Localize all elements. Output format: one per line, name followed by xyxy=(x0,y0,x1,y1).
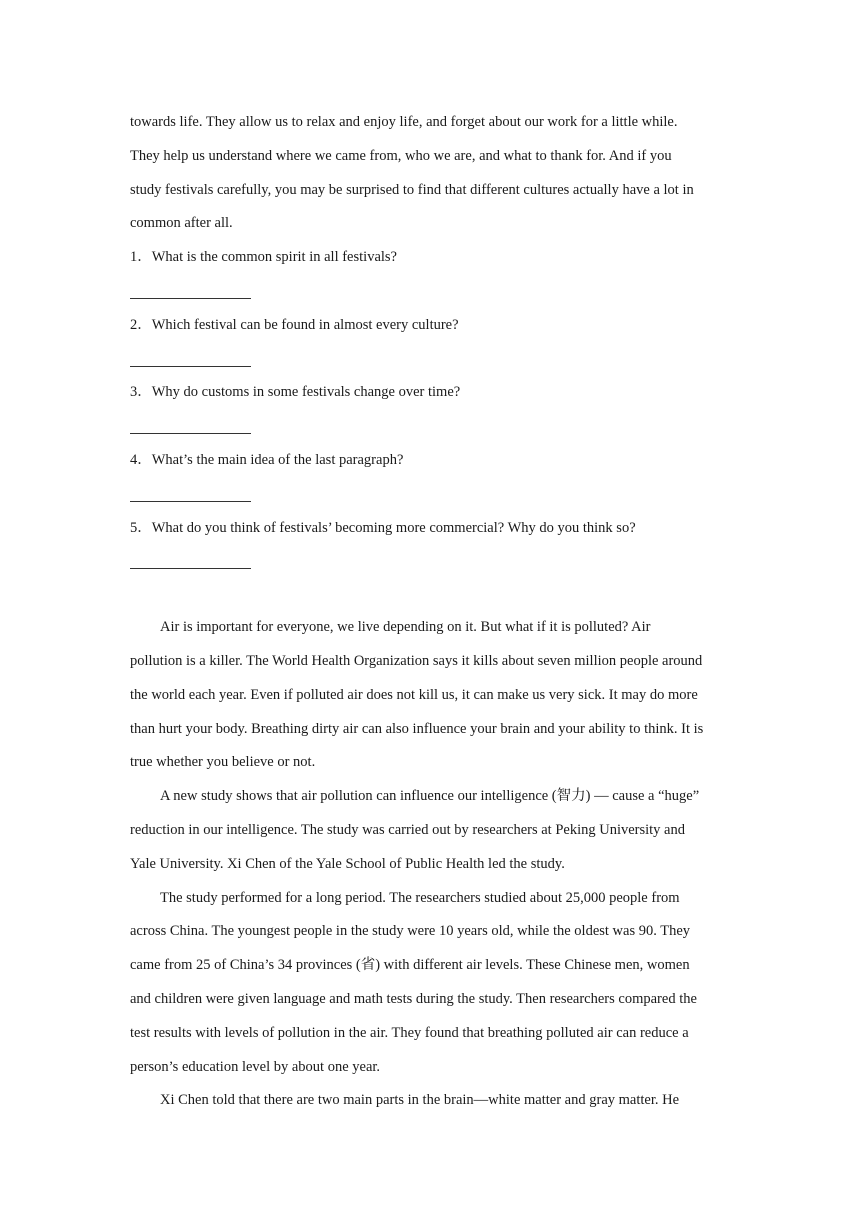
section-gap xyxy=(130,584,730,616)
answer-blank[interactable] xyxy=(130,483,251,517)
question-item xyxy=(130,517,730,585)
question-item xyxy=(130,314,730,382)
paragraph xyxy=(130,1089,730,1123)
text-line: and children were given language and math tests during the study. Then researchers compared the xyxy=(130,990,697,1007)
text-line: towards life. They allow us to relax and enjoy life, and forget about our work for a little while. xyxy=(130,114,678,130)
text-line: The study performed for a long period. The researchers studied about 25,000 people from xyxy=(160,889,680,906)
text-line: the world each year. Even if polluted air does not kill us, it can make us very sick. It may do more xyxy=(130,686,698,703)
question-list xyxy=(130,246,730,584)
question-number: 5． xyxy=(130,519,152,536)
question-item xyxy=(130,246,730,314)
text-line: pollution is a killer. The World Health Organization says it kills about seven million people around xyxy=(130,652,703,669)
text-line: common after all. xyxy=(130,215,233,232)
question-text: 3．Why do customs in some festivals change over time? xyxy=(130,384,461,401)
text-line: They help us understand where we came from, who we are, and what to thank for. And if you xyxy=(130,147,672,164)
text-line: test results with levels of pollution in the air. They found that breathing polluted air can reduce a xyxy=(130,1024,689,1041)
document-page xyxy=(130,111,730,1123)
text-line: reduction in our intelligence. The study was carried out by researchers at Peking University and xyxy=(130,821,685,838)
paragraph xyxy=(130,616,730,785)
question-text: 5．What do you think of festivals’ becoming more commercial? Why do you think so? xyxy=(130,519,636,536)
paragraph xyxy=(130,785,730,886)
question-text: 2．Which festival can be found in almost every culture? xyxy=(130,316,459,333)
text-line: Air is important for everyone, we live depending on it. But what if it is polluted? Air xyxy=(160,619,651,636)
text-line: across China. The youngest people in the study were 10 years old, while the oldest was 90. They xyxy=(130,923,691,940)
text-line: study festivals carefully, you may be surprised to find that different cultures actually have a lot in xyxy=(130,181,694,198)
text-line: came from 25 of China’s 34 provinces (省) with different air levels. These Chinese men, women xyxy=(130,957,690,974)
question-number: 1． xyxy=(130,249,152,266)
text-line: Xi Chen told that there are two main parts in the brain—white matter and gray matter. He xyxy=(160,1092,680,1109)
text-line: Yale University. Xi Chen of the Yale School of Public Health led the study. xyxy=(130,855,565,872)
text-line: than hurt your body. Breathing dirty air can also influence your brain and your ability to think. It is xyxy=(130,720,704,737)
question-number: 2． xyxy=(130,316,152,333)
reading-passage xyxy=(130,616,730,1123)
answer-blank[interactable] xyxy=(130,348,251,382)
text-line: A new study shows that air pollution can influence our intelligence (智力) — cause a “huge” xyxy=(160,788,700,805)
answer-blank[interactable] xyxy=(130,550,251,584)
paragraph xyxy=(130,887,730,1090)
text-line: true whether you believe or not. xyxy=(130,754,316,771)
answer-blank[interactable] xyxy=(130,280,251,314)
question-item xyxy=(130,381,730,449)
question-number: 4． xyxy=(130,451,152,468)
text-line: person’s education level by about one year. xyxy=(130,1058,381,1075)
previous-passage-ending xyxy=(130,111,730,246)
question-text: 4．What’s the main idea of the last paragraph? xyxy=(130,451,404,468)
question-text: 1．What is the common spirit in all festivals? xyxy=(130,249,397,266)
question-number: 3． xyxy=(130,384,152,401)
question-item xyxy=(130,449,730,517)
answer-blank[interactable] xyxy=(130,415,251,449)
